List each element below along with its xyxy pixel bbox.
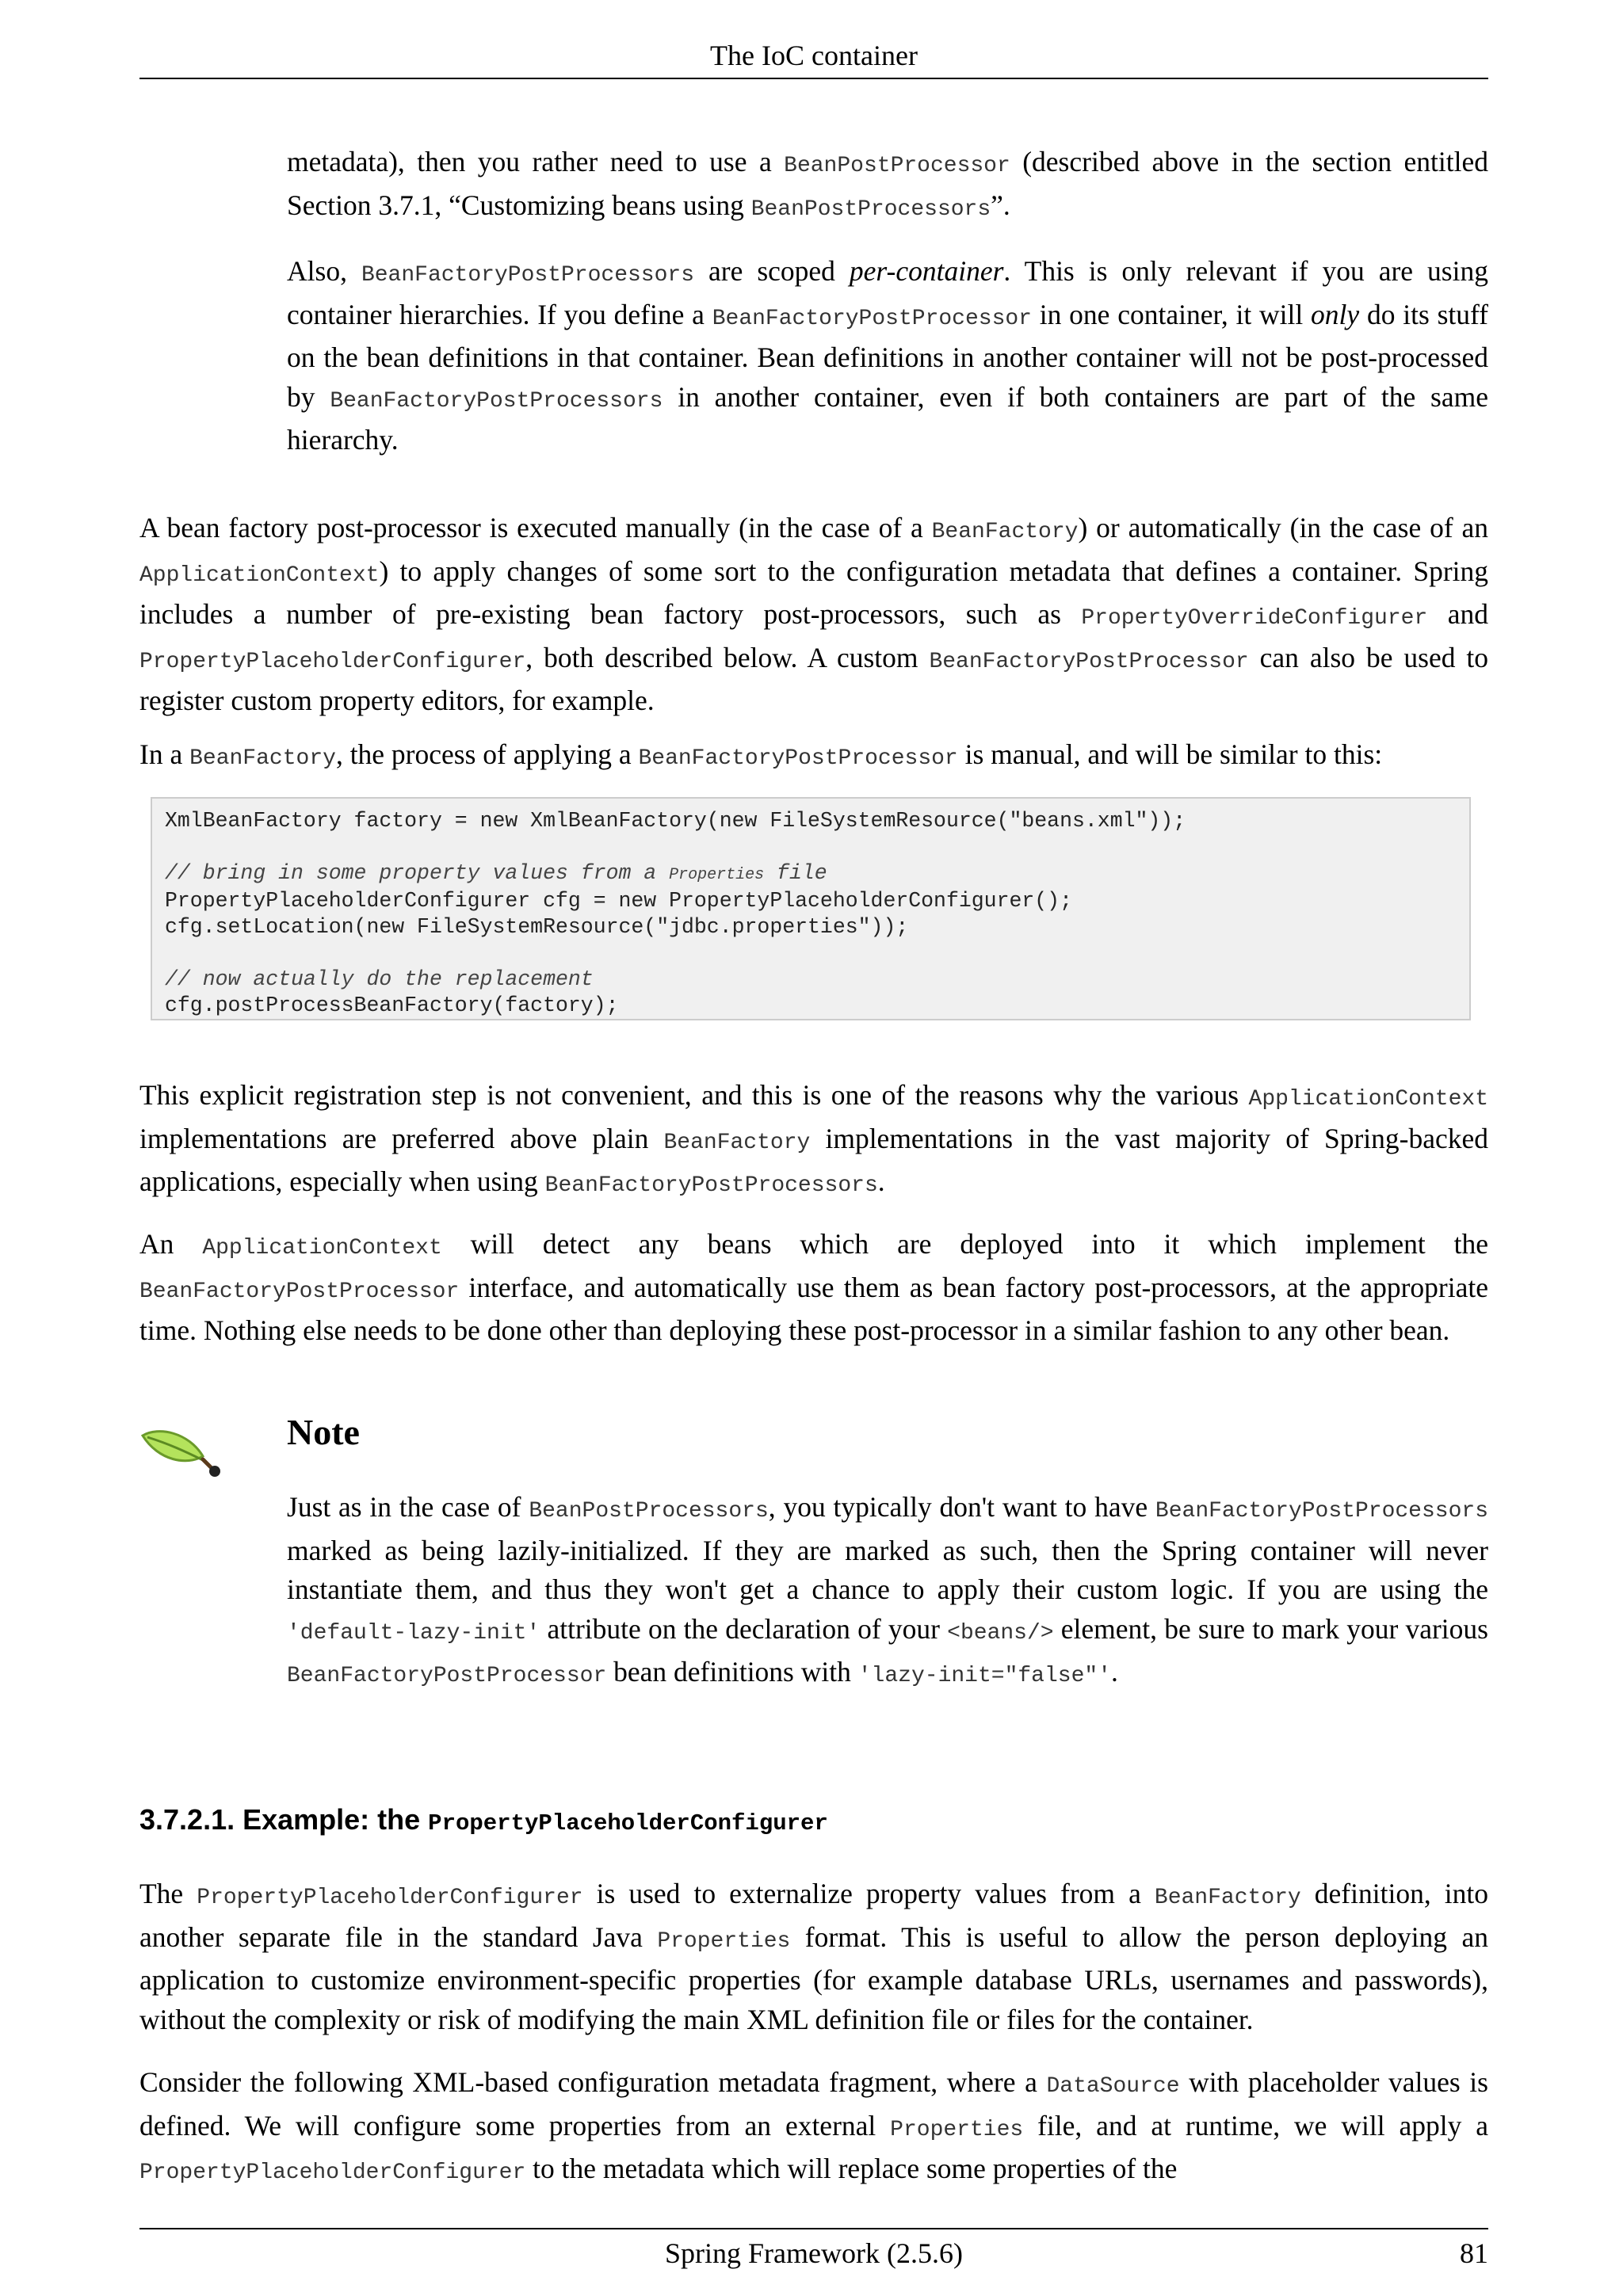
code-term: BeanFactoryPostProcessor bbox=[712, 306, 1032, 331]
code-term: PropertyPlaceholderConfigurer bbox=[197, 1886, 583, 1910]
code-term: BeanFactoryPostProcessor bbox=[139, 1279, 460, 1304]
page-number: 81 bbox=[1460, 2237, 1488, 2269]
code-term: BeanFactory bbox=[189, 746, 336, 771]
heading-code-term: PropertyPlaceholderConfigurer bbox=[428, 1810, 828, 1836]
code-listing bbox=[151, 797, 1471, 1020]
code-term: 'default-lazy-init' bbox=[287, 1620, 540, 1646]
code-line: cfg.setLocation(new FileSystemResource("jdbc.properties")); bbox=[165, 915, 909, 939]
code-term: BeanPostProcessors bbox=[529, 1499, 769, 1524]
code-term: BeanPostProcessor bbox=[784, 154, 1010, 178]
leaf-note-icon bbox=[139, 1425, 227, 1480]
code-term: PropertyPlaceholderConfigurer bbox=[139, 649, 526, 674]
code-term: BeanPostProcessors bbox=[750, 196, 991, 222]
paragraph-registration-step: This explicit registration step is not convenient, and this is one of the reasons why the various ApplicationContext implementations are preferred above plain BeanFactory implementations in the vast majority of Spring-backed applications, especially when using BeanFactoryPostProcessors. bbox=[139, 1079, 1488, 1198]
paragraph-note-body: Just as in the case of BeanPostProcessors, you typically don't want to have BeanFactoryPostProcessors marked as being lazily-initialized. If they are marked as such, then the Spring container will never instantiate them, and thus they won't get a chance to apply their custom logic. If you are using the 'default-lazy-init' attribute on the declaration of your <beans/> element, be sure to mark your various BeanFactoryPostProcessor bean definitions with 'lazy-init="false"'. bbox=[287, 1491, 1488, 1688]
code-term: BeanFactoryPostProcessor bbox=[929, 649, 1249, 674]
code-term: BeanFactoryPostProcessor bbox=[638, 746, 958, 771]
note-title: Note bbox=[287, 1412, 360, 1452]
paragraph-manual-process: In a BeanFactory, the process of applying a BeanFactoryPostProcessor is manual, and will be similar to this: bbox=[139, 738, 1383, 771]
code-term: 'lazy-init="false"' bbox=[857, 1664, 1112, 1688]
section-heading: 3.7.2.1. Example: the PropertyPlaceholderConfigurer bbox=[139, 1803, 828, 1836]
code-term: BeanFactoryPostProcessors bbox=[361, 263, 695, 288]
code-term: BeanFactory bbox=[931, 520, 1079, 544]
running-header: The IoC container bbox=[710, 40, 918, 71]
code-line: PropertyPlaceholderConfigurer cfg = new PropertyPlaceholderConfigurer(); bbox=[165, 889, 1072, 913]
code-term: Properties bbox=[657, 1928, 791, 1954]
paragraph-post-processor-intro: A bean factory post-processor is executed manually (in the case of a BeanFactory) or automatically (in the case of an ApplicationContext) to apply changes of some sort to the configuration metadata that defines a container. Spring includes a number of pre-existing bean factory post-processors, such as PropertyOverrideConfigurer and PropertyPlaceholderConfigurer, both described below. A custom BeanFactoryPostProcessor can also be used to register custom property editors, for example. bbox=[139, 512, 1488, 716]
code-term: Properties bbox=[890, 2117, 1024, 2142]
paragraph-bpp-continuation: metadata), then you rather need to use a BeanPostProcessor (described above in the section entitled Section 3.7.1, “Customizing beans using BeanPostProcessors”. bbox=[287, 146, 1489, 222]
footer-product: Spring Framework (2.5.6) bbox=[665, 2237, 963, 2269]
paragraph-placeholder-configurer: The PropertyPlaceholderConfigurer is used to externalize property values from a BeanFactory definition, into another separate file in the standard Java Properties format. This is useful to allow the person deploying an application to customize environment-specific properties (for example database URLs, usernames and passwords), without the complexity or risk of modifying the main XML definition file or files for the container. bbox=[139, 1878, 1488, 2035]
code-term: ApplicationContext bbox=[202, 1236, 442, 1261]
code-term: DataSource bbox=[1046, 2074, 1180, 2099]
code-line: cfg.postProcessBeanFactory(factory); bbox=[165, 994, 619, 1017]
code-term: BeanFactoryPostProcessors bbox=[330, 388, 663, 414]
code-comment: // now actually do the replacement bbox=[165, 967, 594, 991]
code-comment: // bring in some property values from a Properties file bbox=[165, 861, 827, 885]
code-term: PropertyPlaceholderConfigurer bbox=[139, 2161, 526, 2185]
header-rule bbox=[139, 78, 1488, 79]
code-line: XmlBeanFactory factory = new XmlBeanFactory(new FileSystemResource("beans.xml")); bbox=[165, 809, 1186, 833]
code-term: BeanFactoryPostProcessors bbox=[544, 1173, 878, 1198]
code-term: PropertyOverrideConfigurer bbox=[1081, 606, 1428, 631]
emphasis: per-container bbox=[849, 255, 1004, 287]
code-term: BeanFactoryPostProcessors bbox=[1155, 1499, 1488, 1524]
code-term: ApplicationContext bbox=[139, 563, 380, 588]
paragraph-auto-detect: An ApplicationContext will detect any beans which are deployed into it which implement the BeanFactoryPostProcessor interface, and automatically use them as bean factory post-processors, at the appropriate time. Nothing else needs to be done other than deploying these post-processor in a similar fashion to any other bean. bbox=[139, 1228, 1488, 1346]
code-term: ApplicationContext bbox=[1248, 1087, 1488, 1112]
paragraph-per-container: Also, BeanFactoryPostProcessors are scoped per-container. This is only relevant if you are using container hierarchies. If you define a BeanFactoryPostProcessor in one container, it will only do its stuff on the bean definitions in that container. Bean definitions in another container will not be post-processed by BeanFactoryPostProcessors in another container, even if both containers are part of the same hierarchy. bbox=[287, 255, 1489, 456]
code-term: BeanFactory bbox=[1154, 1886, 1301, 1910]
code-term: BeanFactoryPostProcessor bbox=[287, 1664, 607, 1688]
code-term: <beans/> bbox=[947, 1620, 1054, 1646]
code-term: BeanFactory bbox=[663, 1130, 811, 1155]
emphasis: only bbox=[1311, 298, 1360, 330]
paragraph-xml-fragment: Consider the following XML-based configuration metadata fragment, where a DataSource with placeholder values is defined. We will configure some properties from an external Properties file, and at runtime, we will apply a PropertyPlaceholderConfigurer to the metadata which will replace some properties of the bbox=[139, 2066, 1488, 2185]
footer-rule bbox=[139, 2228, 1488, 2229]
